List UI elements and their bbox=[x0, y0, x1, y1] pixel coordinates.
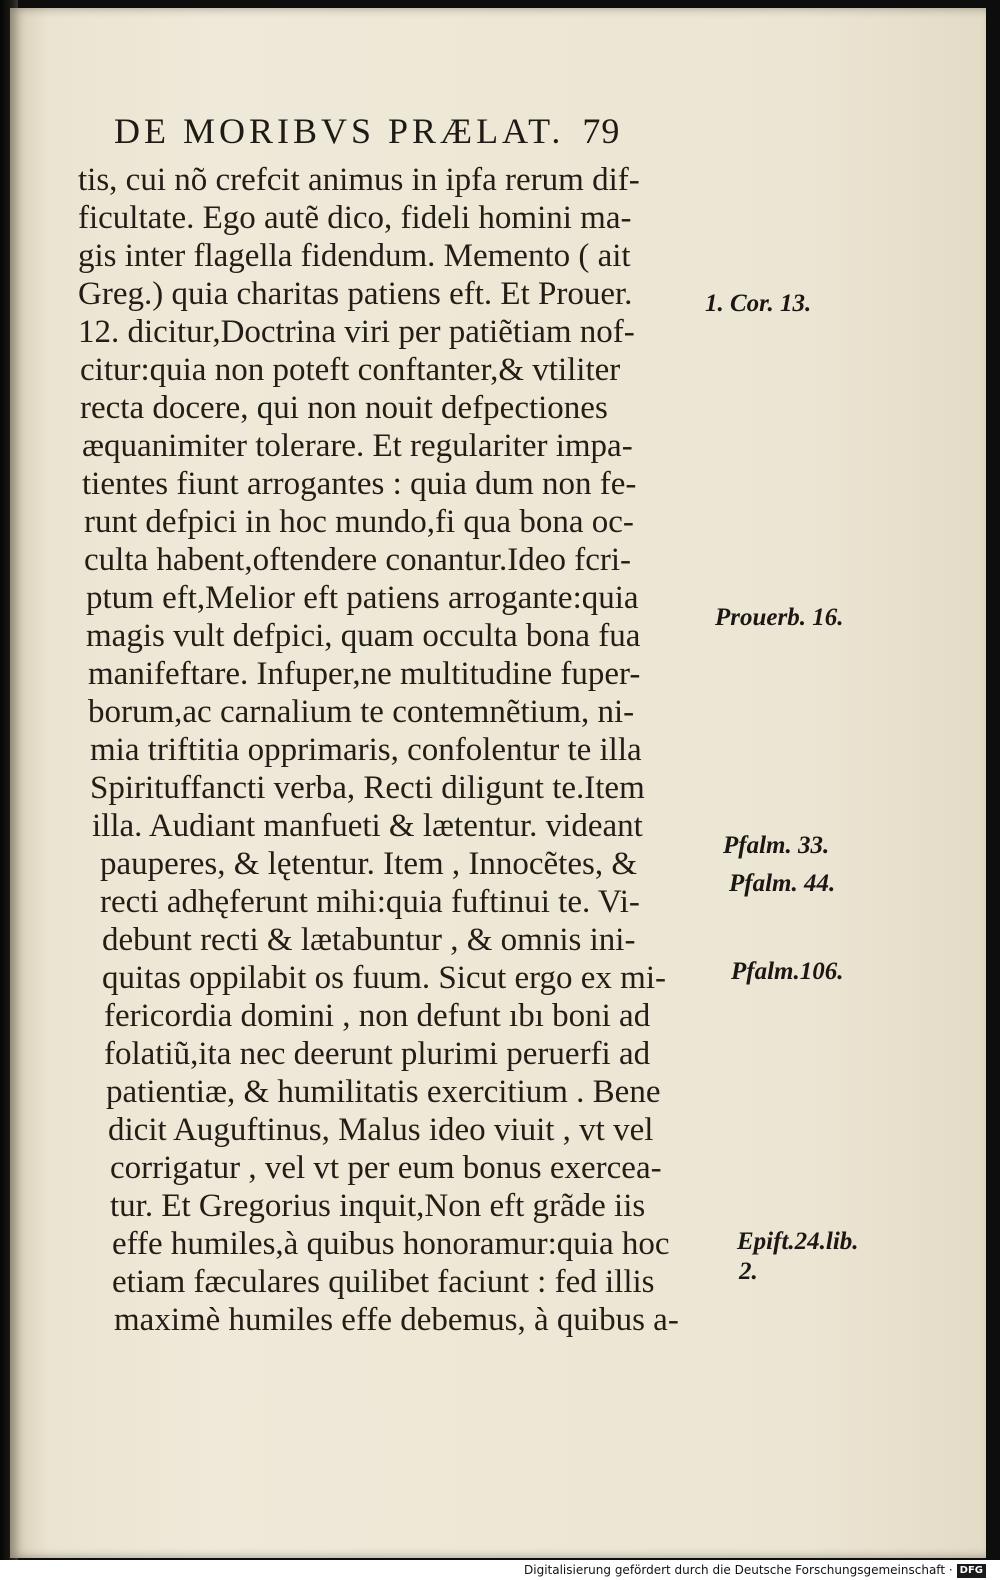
text-line: etiam fæculares quilibet faciunt : fed illis bbox=[112, 1264, 655, 1300]
margin-note: Epift.24.lib. bbox=[737, 1228, 859, 1255]
text-line: quitas oppilabit os fuum. Sicut ergo ex mi- bbox=[102, 960, 666, 996]
text-line: ptum eft,Melior eft patiens arrogante:quia bbox=[86, 580, 639, 616]
text-line: citur:quia non poteft conftanter,& vtiliter bbox=[80, 352, 621, 388]
text-line: Spirituffancti verba, Recti diligunt te.Item bbox=[90, 770, 645, 806]
text-line: illa. Audiant manfueti & lætentur. videant bbox=[92, 808, 643, 844]
text-line: recti adhęferunt mihi:quia fuftinui te. Vi- bbox=[100, 884, 640, 920]
text-line: borum,ac carnalium te contemnẽtium, ni- bbox=[88, 694, 635, 730]
margin-note: Pfalm. 33. bbox=[723, 832, 830, 859]
running-head bbox=[114, 110, 714, 152]
text-line: gis inter flagella fidendum. Memento ( ait bbox=[78, 238, 631, 274]
text-line: culta habent,oftendere conantur.Ideo fcri- bbox=[84, 542, 631, 578]
book-page bbox=[10, 8, 986, 1558]
text-line: debunt recti & lætabuntur , & omnis ini- bbox=[102, 922, 636, 958]
margin-note: Pfalm.106. bbox=[731, 958, 844, 985]
dfg-logo-icon: DFG bbox=[957, 1564, 986, 1578]
margin-note: Prouerb. 16. bbox=[715, 604, 844, 631]
text-line: fericordia domini , non defunt ıbı boni ad bbox=[104, 998, 651, 1034]
credit-text: Digitalisierung gefördert durch die Deutsche Forschungsgemeinschaft · bbox=[524, 1563, 953, 1577]
text-line: recta docere, qui non nouit defpectiones bbox=[80, 390, 608, 426]
text-line: patientiæ, & humilitatis exercitium . Bene bbox=[106, 1074, 661, 1110]
text-line: tientes fiunt arrogantes : quia dum non fe- bbox=[82, 466, 637, 502]
text-line: pauperes, & lętentur. Item , Innocẽtes, & bbox=[100, 846, 637, 882]
running-head-title: DE MORIBVS PRÆLAT. bbox=[114, 111, 565, 151]
text-line: runt defpici in hoc mundo,fi qua bona oc- bbox=[84, 504, 634, 540]
page-number: 79 bbox=[582, 111, 621, 151]
text-line: mia triftitia opprimaris, confolentur te illa bbox=[90, 732, 642, 768]
text-line: 12. dicitur,Doctrina viri per patiẽtiam nof- bbox=[78, 314, 635, 350]
text-line: Greg.) quia charitas patiens eft. Et Prouer. bbox=[78, 276, 633, 312]
margin-note: Pfalm. 44. bbox=[729, 870, 836, 897]
text-line: dicit Auguftinus, Malus ideo viuit , vt vel bbox=[108, 1112, 654, 1148]
text-line: tis, cui nõ crefcit animus in ipfa rerum dif- bbox=[78, 162, 640, 198]
text-line: manifeftare. Infuper,ne multitudine fuper- bbox=[88, 656, 641, 692]
margin-note: 1. Cor. 13. bbox=[705, 290, 812, 317]
text-line: magis vult defpici, quam occulta bona fua bbox=[86, 618, 641, 654]
text-line: tur. Et Gregorius inquit,Non eft grãde iis bbox=[110, 1188, 646, 1224]
digitization-credit bbox=[524, 1561, 986, 1579]
margin-note: 2. bbox=[739, 1258, 758, 1285]
text-line: maximè humiles effe debemus, à quibus a- bbox=[114, 1302, 679, 1338]
text-line: corrigatur , vel vt per eum bonus exercea- bbox=[110, 1150, 662, 1186]
text-line: effe humiles,à quibus honoramur:quia hoc bbox=[112, 1226, 670, 1262]
text-line: ficultate. Ego autẽ dico, fideli homini ma- bbox=[78, 200, 632, 236]
text-line: folatiũ,ita nec deerunt plurimi peruerfi ad bbox=[104, 1036, 651, 1072]
text-line: æquanimiter tolerare. Et regulariter impa- bbox=[82, 428, 633, 464]
